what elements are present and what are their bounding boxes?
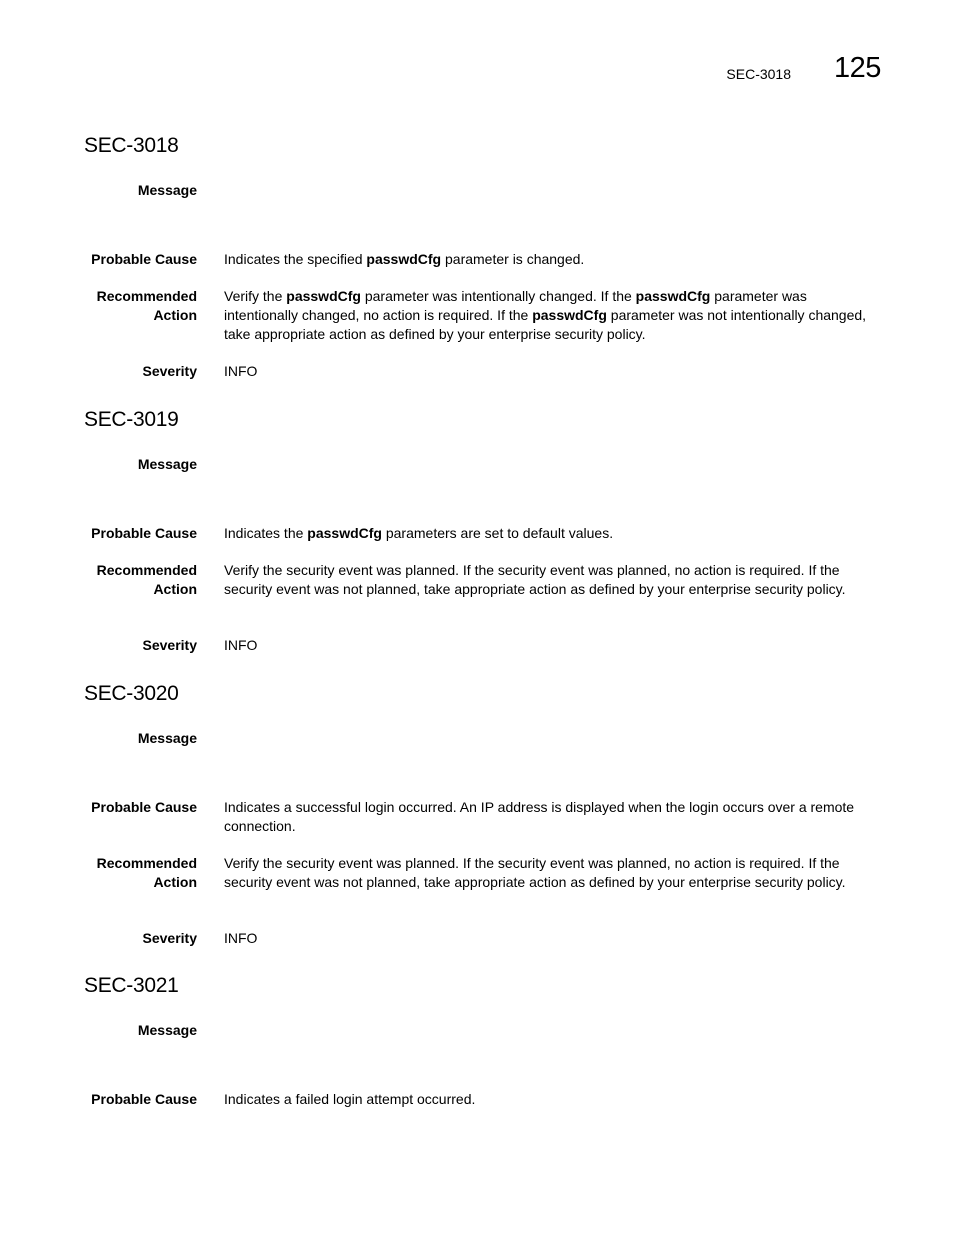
recommended-action-text: Verify the security event was planned. If the security event was planned, no action is required. If the security event was not planned, take appropriate action as defined by your enterprise security policy. [224, 562, 846, 597]
running-header-section: SEC-3018 [726, 66, 791, 82]
severity-value: INFO [224, 930, 258, 946]
probable-cause-text: Indicates the passwdCfg parameters are set to default values. [224, 525, 614, 541]
recommended-action-text: Verify the security event was planned. If the security event was planned, no action is required. If the security event was not planned, take appropriate action as defined by your enterprise security policy. [224, 855, 846, 890]
message-label: Message [137, 1022, 197, 1038]
recommended-action-label: Recommended Action [96, 288, 197, 323]
message-label: Message [137, 182, 197, 198]
section-title: SEC-3021 [84, 974, 179, 997]
section-title: SEC-3020 [84, 682, 179, 705]
severity-label: Severity [142, 930, 197, 946]
severity-value: INFO [224, 637, 258, 653]
probable-cause-label: Probable Cause [91, 1091, 197, 1107]
severity-label: Severity [142, 637, 197, 653]
recommended-action-label: Recommended Action [96, 562, 197, 597]
command-name: passwdCfg [366, 251, 442, 267]
recommended-action-label: Recommended Action [96, 855, 197, 890]
probable-cause-text: Indicates the specified passwdCfg parameter is changed. [224, 251, 585, 267]
recommended-action-text: Verify the passwdCfg parameter was intentionally changed. If the passwdCfg parameter was intentionally changed, no action is required. If the passwdCfg parameter was not intentionally changed, take appropriate action as defined by your enterprise security policy. [224, 288, 867, 342]
probable-cause-text: Indicates a successful login occurred. An IP address is displayed when the login occurs over a remote connection. [224, 799, 855, 834]
severity-value: INFO [224, 363, 258, 379]
command-name: passwdCfg [307, 525, 382, 541]
probable-cause-label: Probable Cause [91, 251, 197, 267]
command-name: passwdCfg [286, 288, 361, 304]
message-label: Message [137, 730, 197, 746]
message-label: Message [137, 456, 197, 472]
command-name: passwdCfg [635, 288, 711, 304]
severity-label: Severity [142, 363, 197, 379]
section-title: SEC-3018 [84, 134, 179, 157]
section-title: SEC-3019 [84, 408, 179, 431]
probable-cause-text: Indicates a failed login attempt occurred. [224, 1091, 476, 1107]
probable-cause-label: Probable Cause [91, 525, 197, 541]
chapter-number: 125 [834, 52, 881, 84]
command-name: passwdCfg [532, 307, 607, 323]
probable-cause-label: Probable Cause [91, 799, 197, 815]
